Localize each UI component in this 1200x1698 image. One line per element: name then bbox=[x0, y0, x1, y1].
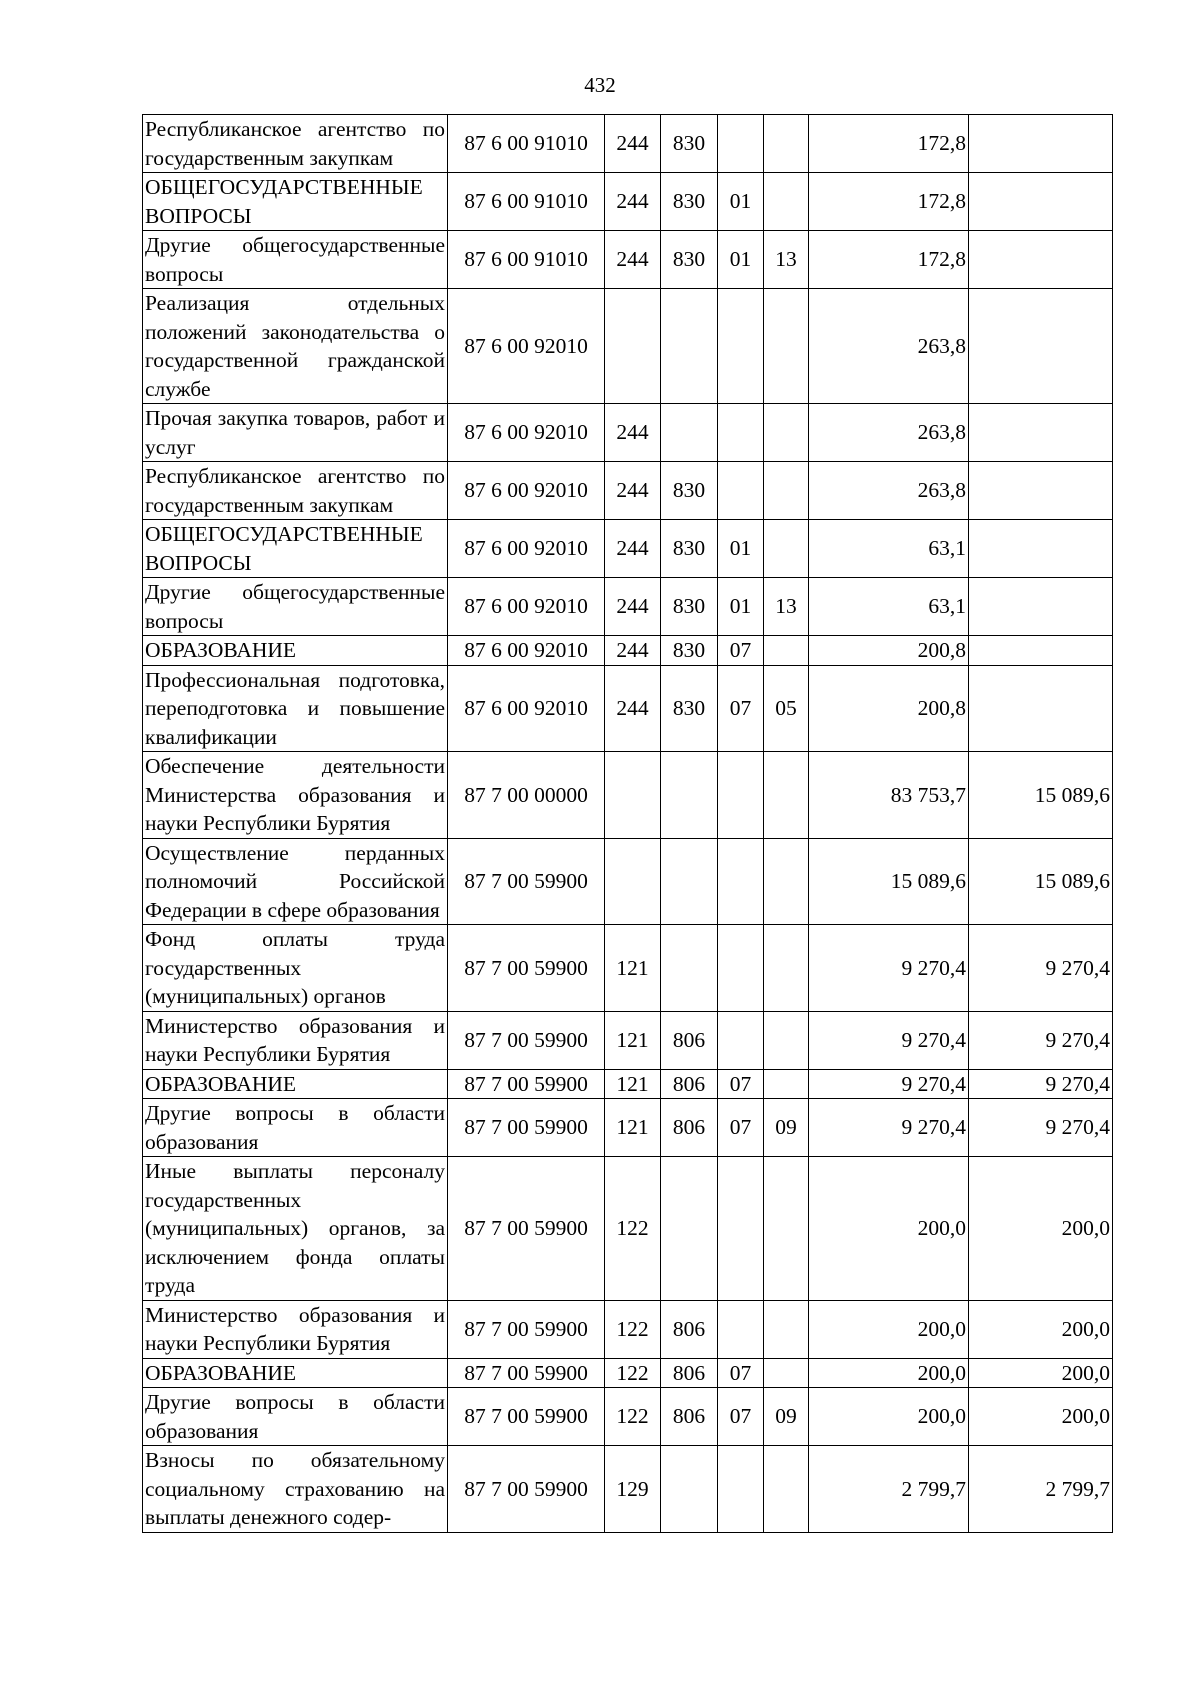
subsection-cell bbox=[764, 1069, 809, 1099]
expense-name-cell: ОБЩЕГОСУДАРСТВЕННЫЕ ВОПРОСЫ bbox=[143, 173, 448, 231]
target-article-cell: 87 7 00 59900 bbox=[448, 1157, 605, 1301]
target-article-cell: 87 7 00 59900 bbox=[448, 1358, 605, 1388]
administrator-cell bbox=[661, 1446, 718, 1533]
amount-total-cell: 172,8 bbox=[809, 173, 969, 231]
amount-subvention-cell: 200,0 bbox=[969, 1300, 1113, 1358]
subsection-cell bbox=[764, 838, 809, 925]
subsection-cell bbox=[764, 520, 809, 578]
section-cell bbox=[718, 1157, 764, 1301]
table-row bbox=[143, 752, 1113, 839]
target-article-cell: 87 6 00 92010 bbox=[448, 636, 605, 666]
administrator-cell: 830 bbox=[661, 665, 718, 752]
administrator-cell bbox=[661, 925, 718, 1012]
target-article-cell: 87 6 00 92010 bbox=[448, 289, 605, 404]
expense-type-cell: 244 bbox=[605, 173, 661, 231]
section-cell bbox=[718, 1011, 764, 1069]
administrator-cell: 830 bbox=[661, 578, 718, 636]
section-cell bbox=[718, 289, 764, 404]
amount-subvention-cell bbox=[969, 404, 1113, 462]
section-cell: 07 bbox=[718, 1099, 764, 1157]
target-article-cell: 87 7 00 59900 bbox=[448, 1099, 605, 1157]
expense-name-cell: Другие общегосударственные вопросы bbox=[143, 578, 448, 636]
section-cell bbox=[718, 838, 764, 925]
table-row bbox=[143, 462, 1113, 520]
amount-total-cell: 63,1 bbox=[809, 520, 969, 578]
expense-name-cell: Реализация отдельных положений законодательства о государственной гражданской службе bbox=[143, 289, 448, 404]
amount-total-cell: 9 270,4 bbox=[809, 925, 969, 1012]
amount-subvention-cell bbox=[969, 520, 1113, 578]
amount-total-cell: 172,8 bbox=[809, 231, 969, 289]
amount-subvention-cell bbox=[969, 462, 1113, 520]
section-cell: 07 bbox=[718, 665, 764, 752]
expense-name-cell: Другие общегосударственные вопросы bbox=[143, 231, 448, 289]
table-row bbox=[143, 1388, 1113, 1446]
section-cell: 01 bbox=[718, 520, 764, 578]
amount-subvention-cell: 9 270,4 bbox=[969, 925, 1113, 1012]
subsection-cell bbox=[764, 1300, 809, 1358]
table-row bbox=[143, 115, 1113, 173]
subsection-cell bbox=[764, 1157, 809, 1301]
section-cell: 07 bbox=[718, 1358, 764, 1388]
amount-total-cell: 263,8 bbox=[809, 404, 969, 462]
amount-total-cell: 2 799,7 bbox=[809, 1446, 969, 1533]
target-article-cell: 87 7 00 59900 bbox=[448, 1388, 605, 1446]
expense-name-cell: Другие вопросы в области образования bbox=[143, 1388, 448, 1446]
administrator-cell bbox=[661, 404, 718, 462]
amount-total-cell: 200,0 bbox=[809, 1157, 969, 1301]
expense-type-cell: 244 bbox=[605, 578, 661, 636]
table-row bbox=[143, 925, 1113, 1012]
section-cell: 07 bbox=[718, 1069, 764, 1099]
expense-type-cell: 121 bbox=[605, 925, 661, 1012]
table-row bbox=[143, 1157, 1113, 1301]
section-cell bbox=[718, 404, 764, 462]
subsection-cell: 09 bbox=[764, 1099, 809, 1157]
subsection-cell bbox=[764, 289, 809, 404]
table-row bbox=[143, 1069, 1113, 1099]
expense-type-cell: 122 bbox=[605, 1388, 661, 1446]
administrator-cell: 806 bbox=[661, 1388, 718, 1446]
expense-name-cell: Фонд оплаты труда государственных (муниципальных) органов bbox=[143, 925, 448, 1012]
expense-name-cell: Республиканское агентство по государственным закупкам bbox=[143, 462, 448, 520]
subsection-cell bbox=[764, 636, 809, 666]
amount-total-cell: 15 089,6 bbox=[809, 838, 969, 925]
amount-total-cell: 263,8 bbox=[809, 289, 969, 404]
target-article-cell: 87 6 00 91010 bbox=[448, 231, 605, 289]
expense-type-cell bbox=[605, 289, 661, 404]
amount-subvention-cell: 15 089,6 bbox=[969, 838, 1113, 925]
target-article-cell: 87 6 00 92010 bbox=[448, 578, 605, 636]
target-article-cell: 87 7 00 59900 bbox=[448, 838, 605, 925]
target-article-cell: 87 6 00 91010 bbox=[448, 115, 605, 173]
subsection-cell bbox=[764, 1446, 809, 1533]
amount-total-cell: 63,1 bbox=[809, 578, 969, 636]
expense-type-cell: 121 bbox=[605, 1099, 661, 1157]
table-row bbox=[143, 1446, 1113, 1533]
amount-total-cell: 9 270,4 bbox=[809, 1011, 969, 1069]
subsection-cell: 09 bbox=[764, 1388, 809, 1446]
target-article-cell: 87 7 00 00000 bbox=[448, 752, 605, 839]
target-article-cell: 87 6 00 92010 bbox=[448, 462, 605, 520]
target-article-cell: 87 7 00 59900 bbox=[448, 1011, 605, 1069]
table-row bbox=[143, 1011, 1113, 1069]
table-row bbox=[143, 1300, 1113, 1358]
expense-type-cell: 121 bbox=[605, 1069, 661, 1099]
expense-type-cell bbox=[605, 752, 661, 839]
amount-subvention-cell bbox=[969, 289, 1113, 404]
administrator-cell: 830 bbox=[661, 520, 718, 578]
amount-subvention-cell: 200,0 bbox=[969, 1388, 1113, 1446]
expense-type-cell: 244 bbox=[605, 520, 661, 578]
expense-name-cell: Министерство образования и науки Республики Бурятия bbox=[143, 1300, 448, 1358]
expense-type-cell: 244 bbox=[605, 404, 661, 462]
expense-name-cell: Профессиональная подготовка, переподготовка и повышение квалификации bbox=[143, 665, 448, 752]
subsection-cell bbox=[764, 1011, 809, 1069]
expense-type-cell: 244 bbox=[605, 636, 661, 666]
administrator-cell: 806 bbox=[661, 1358, 718, 1388]
expense-type-cell bbox=[605, 838, 661, 925]
subsection-cell bbox=[764, 1358, 809, 1388]
administrator-cell bbox=[661, 752, 718, 839]
table-row bbox=[143, 289, 1113, 404]
amount-subvention-cell: 15 089,6 bbox=[969, 752, 1113, 839]
expense-type-cell: 121 bbox=[605, 1011, 661, 1069]
expense-type-cell: 129 bbox=[605, 1446, 661, 1533]
table-row bbox=[143, 231, 1113, 289]
table-row bbox=[143, 578, 1113, 636]
target-article-cell: 87 7 00 59900 bbox=[448, 1069, 605, 1099]
expense-type-cell: 122 bbox=[605, 1358, 661, 1388]
section-cell bbox=[718, 1300, 764, 1358]
administrator-cell: 830 bbox=[661, 636, 718, 666]
expense-name-cell: Осуществление перданных полномочий Российской Федерации в сфере образования bbox=[143, 838, 448, 925]
expense-type-cell: 122 bbox=[605, 1157, 661, 1301]
section-cell: 07 bbox=[718, 636, 764, 666]
page-number: 432 bbox=[584, 73, 616, 97]
target-article-cell: 87 6 00 92010 bbox=[448, 665, 605, 752]
subsection-cell bbox=[764, 404, 809, 462]
target-article-cell: 87 6 00 92010 bbox=[448, 520, 605, 578]
administrator-cell: 830 bbox=[661, 115, 718, 173]
table-row bbox=[143, 173, 1113, 231]
amount-subvention-cell bbox=[969, 578, 1113, 636]
section-cell bbox=[718, 925, 764, 1012]
amount-total-cell: 200,0 bbox=[809, 1388, 969, 1446]
amount-total-cell: 9 270,4 bbox=[809, 1099, 969, 1157]
expense-name-cell: ОБРАЗОВАНИЕ bbox=[143, 636, 448, 666]
amount-subvention-cell: 9 270,4 bbox=[969, 1069, 1113, 1099]
amount-subvention-cell bbox=[969, 636, 1113, 666]
subsection-cell: 13 bbox=[764, 231, 809, 289]
target-article-cell: 87 6 00 92010 bbox=[448, 404, 605, 462]
section-cell: 07 bbox=[718, 1388, 764, 1446]
subsection-cell bbox=[764, 173, 809, 231]
administrator-cell: 806 bbox=[661, 1099, 718, 1157]
expense-type-cell: 244 bbox=[605, 115, 661, 173]
administrator-cell: 806 bbox=[661, 1069, 718, 1099]
section-cell: 01 bbox=[718, 578, 764, 636]
section-cell: 01 bbox=[718, 231, 764, 289]
expense-name-cell: Республиканское агентство по государственным закупкам bbox=[143, 115, 448, 173]
table-row bbox=[143, 404, 1113, 462]
administrator-cell: 806 bbox=[661, 1300, 718, 1358]
target-article-cell: 87 7 00 59900 bbox=[448, 925, 605, 1012]
amount-subvention-cell: 9 270,4 bbox=[969, 1099, 1113, 1157]
amount-subvention-cell: 2 799,7 bbox=[969, 1446, 1113, 1533]
expense-type-cell: 122 bbox=[605, 1300, 661, 1358]
amount-subvention-cell bbox=[969, 231, 1113, 289]
subsection-cell bbox=[764, 752, 809, 839]
administrator-cell: 830 bbox=[661, 173, 718, 231]
amount-subvention-cell bbox=[969, 665, 1113, 752]
amount-total-cell: 200,0 bbox=[809, 1358, 969, 1388]
amount-subvention-cell bbox=[969, 173, 1113, 231]
administrator-cell bbox=[661, 1157, 718, 1301]
administrator-cell: 830 bbox=[661, 462, 718, 520]
table-body bbox=[143, 115, 1113, 1533]
amount-subvention-cell: 200,0 bbox=[969, 1358, 1113, 1388]
amount-total-cell: 263,8 bbox=[809, 462, 969, 520]
target-article-cell: 87 7 00 59900 bbox=[448, 1300, 605, 1358]
subsection-cell bbox=[764, 115, 809, 173]
table-row bbox=[143, 636, 1113, 666]
table-row bbox=[143, 520, 1113, 578]
expense-name-cell: Министерство образования и науки Республики Бурятия bbox=[143, 1011, 448, 1069]
expense-name-cell: ОБРАЗОВАНИЕ bbox=[143, 1069, 448, 1099]
expense-name-cell: Иные выплаты персоналу государственных (муниципальных) органов, за исключением фонда оплаты труда bbox=[143, 1157, 448, 1301]
expense-name-cell: ОБЩЕГОСУДАРСТВЕННЫЕ ВОПРОСЫ bbox=[143, 520, 448, 578]
amount-subvention-cell: 9 270,4 bbox=[969, 1011, 1113, 1069]
amount-subvention-cell bbox=[969, 115, 1113, 173]
section-cell: 01 bbox=[718, 173, 764, 231]
table-row bbox=[143, 1099, 1113, 1157]
section-cell bbox=[718, 1446, 764, 1533]
administrator-cell bbox=[661, 289, 718, 404]
administrator-cell: 830 bbox=[661, 231, 718, 289]
subsection-cell: 13 bbox=[764, 578, 809, 636]
expense-name-cell: Прочая закупка товаров, работ и услуг bbox=[143, 404, 448, 462]
amount-total-cell: 172,8 bbox=[809, 115, 969, 173]
table-row bbox=[143, 838, 1113, 925]
administrator-cell: 806 bbox=[661, 1011, 718, 1069]
amount-subvention-cell: 200,0 bbox=[969, 1157, 1113, 1301]
amount-total-cell: 200,8 bbox=[809, 636, 969, 666]
table-row bbox=[143, 1358, 1113, 1388]
subsection-cell bbox=[764, 925, 809, 1012]
table-row bbox=[143, 665, 1113, 752]
subsection-cell bbox=[764, 462, 809, 520]
section-cell bbox=[718, 462, 764, 520]
amount-total-cell: 9 270,4 bbox=[809, 1069, 969, 1099]
expense-name-cell: Взносы по обязательному социальному страхованию на выплаты денежного содер- bbox=[143, 1446, 448, 1533]
expense-type-cell: 244 bbox=[605, 231, 661, 289]
administrator-cell bbox=[661, 838, 718, 925]
amount-total-cell: 200,0 bbox=[809, 1300, 969, 1358]
expense-type-cell: 244 bbox=[605, 462, 661, 520]
subsection-cell: 05 bbox=[764, 665, 809, 752]
section-cell bbox=[718, 752, 764, 839]
target-article-cell: 87 7 00 59900 bbox=[448, 1446, 605, 1533]
amount-total-cell: 83 753,7 bbox=[809, 752, 969, 839]
expense-name-cell: ОБРАЗОВАНИЕ bbox=[143, 1358, 448, 1388]
expense-type-cell: 244 bbox=[605, 665, 661, 752]
expense-name-cell: Обеспечение деятельности Министерства образования и науки Республики Бурятия bbox=[143, 752, 448, 839]
section-cell bbox=[718, 115, 764, 173]
budget-table bbox=[142, 114, 1113, 1533]
target-article-cell: 87 6 00 91010 bbox=[448, 173, 605, 231]
amount-total-cell: 200,8 bbox=[809, 665, 969, 752]
expense-name-cell: Другие вопросы в области образования bbox=[143, 1099, 448, 1157]
